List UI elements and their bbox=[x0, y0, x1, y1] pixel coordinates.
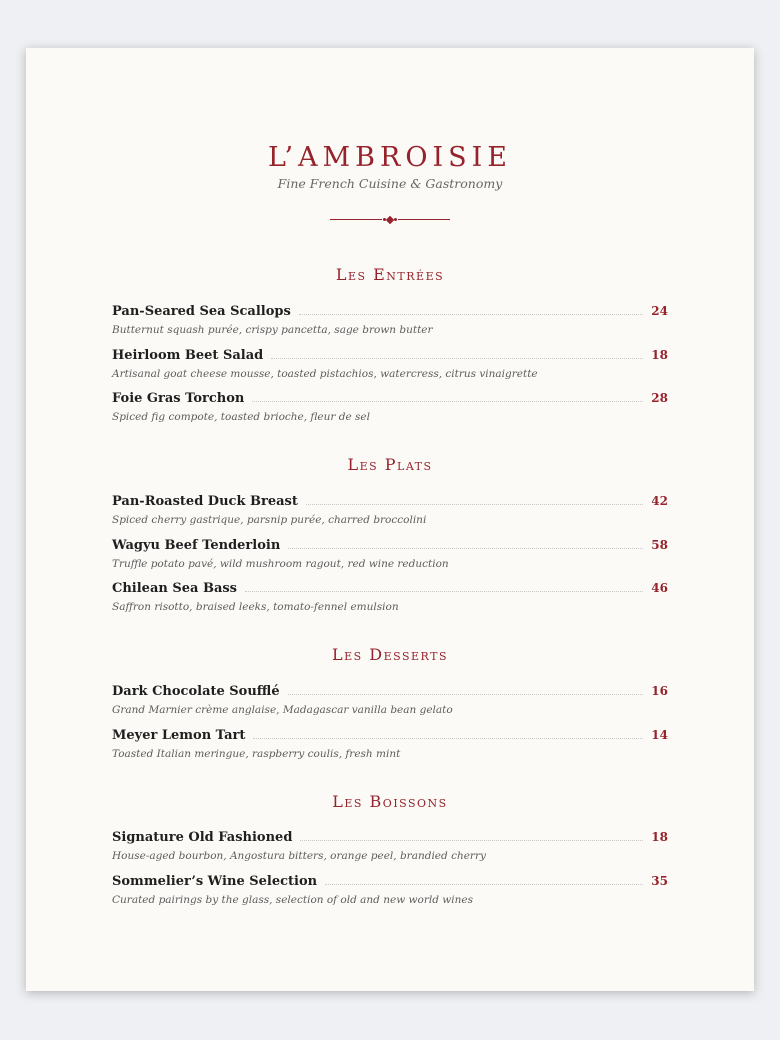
menu-item bbox=[112, 535, 668, 575]
menu-item-price: 46 bbox=[651, 581, 668, 595]
menu-item-description: Artisanal goat cheese mousse, toasted pistachios, watercress, citrus vinaigrette bbox=[112, 368, 538, 380]
menu-item-name: Dark Chocolate Soufflé bbox=[112, 684, 280, 699]
ornament-line-right bbox=[398, 219, 450, 220]
menu-item-description: Spiced fig compote, toasted brioche, fleur de sel bbox=[112, 411, 371, 423]
menu-item-name: Pan-Roasted Duck Breast bbox=[112, 494, 298, 509]
dotted-leader bbox=[300, 839, 643, 841]
menu-item bbox=[112, 388, 668, 428]
section-title-entrees: Les Entrées bbox=[335, 265, 445, 284]
ornament-diamond bbox=[386, 216, 394, 224]
menu-item-description: Toasted Italian meringue, raspberry coulis, fresh mint bbox=[112, 748, 401, 760]
menu-item bbox=[112, 681, 668, 721]
menu-item-name: Chilean Sea Bass bbox=[112, 581, 238, 596]
dotted-leader bbox=[299, 313, 643, 315]
menu-item-price: 24 bbox=[651, 304, 668, 318]
menu-item-name: Wagyu Beef Tenderloin bbox=[112, 538, 281, 553]
menu-item-description: Spiced cherry gastrique, parsnip purée, charred broccolini bbox=[112, 514, 427, 526]
dotted-leader bbox=[271, 357, 643, 359]
divider-ornament-icon bbox=[330, 214, 450, 226]
menu-item-description: Saffron risotto, braised leeks, tomato-fennel emulsion bbox=[112, 601, 399, 613]
menu-item-description: Truffle potato pavé, wild mushroom ragout, red wine reduction bbox=[112, 558, 449, 570]
menu-item-price: 58 bbox=[651, 538, 668, 552]
menu-item-price: 18 bbox=[651, 348, 668, 362]
menu-item-description: Grand Marnier crème anglaise, Madagascar vanilla bean gelato bbox=[112, 704, 453, 716]
menu-item-price: 14 bbox=[651, 728, 668, 742]
ornament-line-left bbox=[330, 219, 382, 220]
section-title-plats: Les Plats bbox=[347, 455, 433, 474]
menu-item bbox=[112, 871, 668, 911]
menu-item-name: Sommelier’s Wine Selection bbox=[112, 874, 318, 889]
menu-item bbox=[112, 827, 668, 867]
menu-item-name: Heirloom Beet Salad bbox=[112, 348, 264, 363]
menu-item-name: Pan-Seared Sea Scallops bbox=[112, 304, 291, 319]
menu-item bbox=[112, 725, 668, 765]
dotted-leader bbox=[288, 547, 643, 549]
menu-item-name: Meyer Lemon Tart bbox=[112, 728, 246, 743]
dotted-leader bbox=[288, 693, 644, 695]
ornament-dot-right bbox=[394, 218, 397, 221]
section-title-boissons: Les Boissons bbox=[332, 792, 448, 811]
menu-item-price: 35 bbox=[651, 874, 668, 888]
menu-item-description: Butternut squash purée, crispy pancetta, sage brown butter bbox=[112, 324, 433, 336]
dotted-leader bbox=[306, 503, 643, 505]
menu-item-price: 16 bbox=[651, 684, 668, 698]
restaurant-name: L’AMBROISIE bbox=[267, 142, 513, 173]
menu-item-description: House-aged bourbon, Angostura bitters, orange peel, brandied cherry bbox=[112, 850, 486, 862]
menu-item bbox=[112, 491, 668, 531]
menu-item-name: Signature Old Fashioned bbox=[112, 830, 293, 845]
dotted-leader bbox=[325, 883, 643, 885]
menu-item bbox=[112, 345, 668, 385]
menu-item bbox=[112, 301, 668, 341]
menu-item-price: 28 bbox=[651, 391, 668, 405]
dotted-leader bbox=[253, 737, 643, 739]
menu-item-name: Foie Gras Torchon bbox=[112, 391, 245, 406]
dotted-leader bbox=[245, 590, 643, 592]
menu-item-description: Curated pairings by the glass, selection of old and new world wines bbox=[112, 894, 473, 906]
dotted-leader bbox=[252, 400, 643, 402]
restaurant-tagline: Fine French Cuisine & Gastronomy bbox=[277, 176, 503, 191]
menu-item-price: 18 bbox=[651, 830, 668, 844]
section-title-desserts: Les Desserts bbox=[331, 645, 448, 664]
menu-item-price: 42 bbox=[651, 494, 668, 508]
menu-item bbox=[112, 578, 668, 618]
